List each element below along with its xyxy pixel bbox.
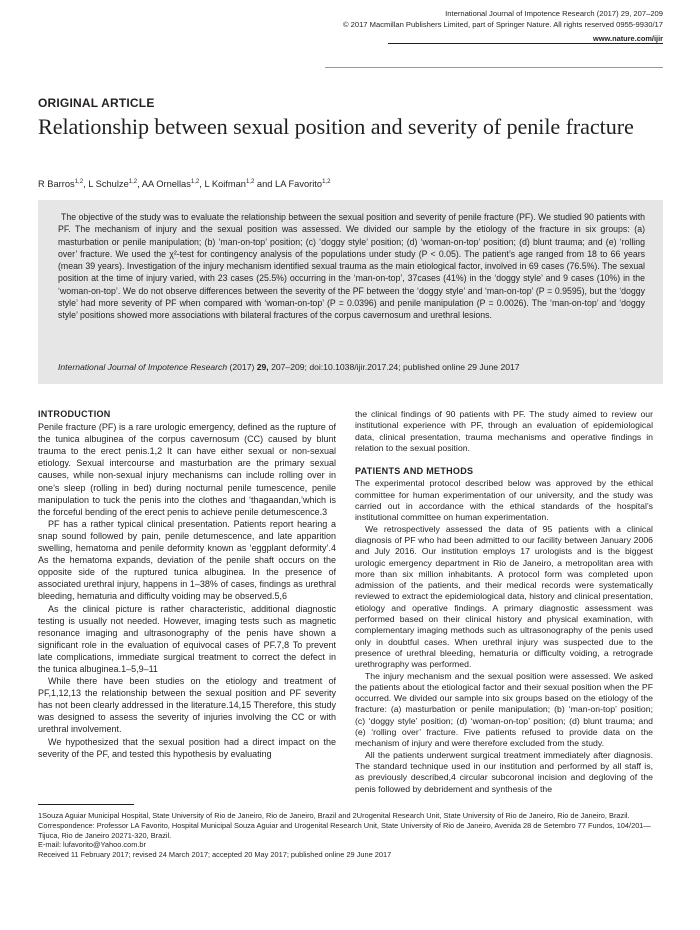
author-name: R Barros bbox=[38, 179, 75, 189]
author-name: AA Ornellas bbox=[141, 179, 191, 189]
copyright-line: © 2017 Macmillan Publishers Limited, part of Springer Nature. All rights reserved 0955-9930/17 bbox=[342, 19, 663, 29]
methods-paragraph: The injury mechanism and the sexual position were assessed. We asked the patients about the etiological factor and their sexual position when the PF occurred. We divided our sample into six groups based on the etiology of the fracture: (a) masturbation or penile manipulation; (b) ‘man-on-top’ position; (c) ‘doggy style’ position; (d) ‘woman-on-top’ position; (d) blunt trauma; and (e) ‘rolling over’ fracture. Five patients refused to provide data on the mechanism of injury and were therefore excluded from the study. bbox=[355, 670, 653, 749]
methods-paragraph: The experimental protocol described below was approved by the ethical committee for human experimentation of our university, and the study was carried out in accordance with the ethical standards of the hospital’s institutional committee on human experimentation. bbox=[355, 478, 653, 523]
correspondence-email[interactable]: E-mail: lufavorito@Yahoo.com.br bbox=[38, 840, 147, 850]
intro-paragraph: As the clinical picture is rather characteristic, additional diagnostic testing is usually not needed. However, imaging tests such as magnetic resonance imaging and ultrasonography of the penis have shown a significant role in the evaluation of equivocal cases of PF.7,8 To prevent late complications, immediate surgical treatment to correct the defect in the tunica albuginea.1–5,9–11 bbox=[38, 603, 336, 674]
footnotes bbox=[38, 811, 663, 860]
author-name: L Schulze bbox=[88, 179, 129, 189]
footnote-divider bbox=[38, 804, 134, 805]
article-title: Relationship between sexual position and severity of penile fracture bbox=[38, 114, 634, 139]
left-column bbox=[38, 408, 336, 760]
author-affiliation-marker: 1,2 bbox=[245, 178, 255, 185]
abstract-citation bbox=[58, 362, 520, 372]
author-name: L Koifman bbox=[204, 179, 246, 189]
citation-year: (2017) bbox=[227, 362, 257, 372]
author-affiliation-marker: 1,2 bbox=[128, 178, 138, 185]
affiliations-note: 1Souza Aguiar Municipal Hospital, State University of Rio de Janeiro, Rio de Janeiro, Brazil and 2Urogenital Research Unit, State University of Rio de Janeiro, Rio de Janeiro, Brazil. Correspondence: Professor LA Favorito, Hospital Municipal Souza Aguiar and Urogenital Research Unit, State University of Rio de Janeiro, Avenida 28 de Setembro 77 Fundos, 104/201—Tijuca, Rio de Janeiro 20271-320, Brazil. bbox=[38, 811, 651, 840]
website-divider bbox=[325, 67, 663, 68]
author-affiliation-marker: 1,2 bbox=[322, 178, 331, 185]
header-divider bbox=[388, 43, 663, 44]
intro-continuation: the clinical findings of 90 patients with PF. The study aimed to review our institutional experience with PF, through an evaluation of epidemiological data, clinical presentation, trauma mechanisms and operative findings in relation to the sexual position. bbox=[355, 409, 653, 453]
methods-heading: PATIENTS AND METHODS bbox=[355, 466, 474, 477]
author-affiliation-marker: 1,2 bbox=[74, 178, 84, 185]
methods-paragraph: We retrospectively assessed the data of 95 patients with a clinical diagnosis of PF who had been admitted to our facility between January 2006 and July 2016. Our institution employs 17 urologists and is the biggest urologic emergency department in Rio de Janeiro, a metropolitan area with more than six million inhabitants. A protocol form was completed upon admission of the patients, and their medical records were systematically reviewed to extract the epidemiological data, history and clinical presentation, etiology and operative findings. A primary diagnostic assessment was performed based on their clinical history and physical examination, with complementary imaging methods such as ultrasonography of the penis used only in doubtful cases. When urethral injury was suspected due to the presence of urethral bleeding, hematuria or difficulty voiding, a retrograde urethrography was performed. bbox=[355, 523, 653, 670]
author-affiliation-marker: 1,2 bbox=[190, 178, 200, 185]
citation-details: 207–209; doi:10.1038/ijir.2017.24; published online 29 June 2017 bbox=[268, 362, 520, 372]
methods-paragraph: All the patients underwent surgical treatment immediately after diagnosis. The standard technique used in our institution and performed by all staff is, as previously described,4 circular subcoronal incision and degloving of the penis followed by debridement and synthesis of the bbox=[355, 749, 653, 794]
citation-journal: International Journal of Impotence Research bbox=[58, 362, 228, 372]
received-dates: Received 11 February 2017; revised 24 March 2017; accepted 20 May 2017; published online 29 June 2017 bbox=[38, 850, 392, 860]
article-type-label: ORIGINAL ARTICLE bbox=[38, 96, 155, 110]
journal-citation-line: International Journal of Impotence Research (2017) 29, 207–209 bbox=[445, 9, 663, 18]
introduction-heading: INTRODUCTION bbox=[38, 409, 111, 419]
intro-paragraph: While there have been studies on the etiology and treatment of PF,1,12,13 the relationship between the sexual position and PF severity has not been clearly addressed in the literature.14,15 Therefore, this study was designed to assess the severity of injuries involving the CC or with urethral involvement. bbox=[38, 676, 336, 735]
intro-paragraph: PF has a rather typical clinical presentation. Patients report hearing a snap sound followed by pain, penile detumescence, and late apparition swelling, hematoma and penile deformity known as ‘eggplant deformity’.4 As the hematoma expands, deviation of the penile shaft occurs on the opposite side of the ruptured tunica albuginea. In the presence of associated urethral injury, happens in 1–38% of cases, findings as urethral bleeding, hematuria and difficulty voiding may be observed.5,6 bbox=[38, 518, 336, 602]
intro-paragraph: Penile fracture (PF) is a rare urologic emergency, defined as the rupture of the tunica albuginea of the corpus cavernosum (CC) caused by blunt trauma to the erect penis.1,2 It can have either sexual or non-sexual etiology. Sexual intercourse and masturbation are the primary sexual causes, while non-sexual injury mechanisms can include rolling over in one’s sleep (rolling in bed) during nocturnal penile tumescence, penile manipulation to tuck the penis into the clothes and ‘thagaandan,’which is the forceful bending of the erect penis to achieve penile detumescence.3 bbox=[38, 422, 336, 517]
journal-website-link[interactable]: www.nature.com/ijir bbox=[593, 34, 663, 43]
author-name: LA Favorito bbox=[275, 179, 323, 189]
journal-header bbox=[343, 9, 663, 45]
abstract-text: The objective of the study was to evaluate the relationship between the sexual position and severity of penile fracture (PF). We studied 90 patients with PF. The mechanism of injury and the sexual position was assessed. We divided our sample by the etiology of the fracture in six groups: (a) masturbation or penile manipulation; (b) ‘man-on-top’ position; (c) ‘doggy style’ position; (d) ‘woman-on-top’ position; (d) blunt trauma; and (e) ‘rolling over’ fracture. We used the χ²-test for contingency analysis of the populations under study (P < 0.05). The patient’s age ranged from 18 to 66 years (mean 39 years). Investigation of the injury mechanism identified sexual trauma as the main etiological factor, involved in 69 cases (76.5%). The sexual position at the time of injury varied, with 23 cases (25.5%) occurring in the ‘man-on-top’, 37cases (41%) in the ‘doggy style’ and 9 cases (10%) in the ‘woman-on-top’. We do not observe differences between the severity of the PF between the ‘doggy style’ and ‘man-on-top’ (P = 0.9595), but the ‘doggy style’ had more severity of PF when compared with ‘woman-on-top’ (P = 0.0396) and penile manipulation (P = 0.0026). The ‘man-on-top’ and ‘doggy style’ positions showed more associations with bilateral fractures of the corpus cavernosum and urethral lesions. bbox=[58, 212, 645, 321]
right-column bbox=[355, 409, 653, 795]
intro-paragraph: We hypothesized that the sexual position had a direct impact on the severity of the PF, and tested this hypothesis by evaluating bbox=[38, 736, 336, 759]
author-list: R Barros$^{1,2}$, L Schulze$^{1,2}$, AA Ornellas$^{1,2}$, L Koifman$^{1,2}$ and LA Favorito$^{1,2}$ bbox=[38, 178, 331, 189]
citation-volume: 29, bbox=[256, 362, 269, 372]
